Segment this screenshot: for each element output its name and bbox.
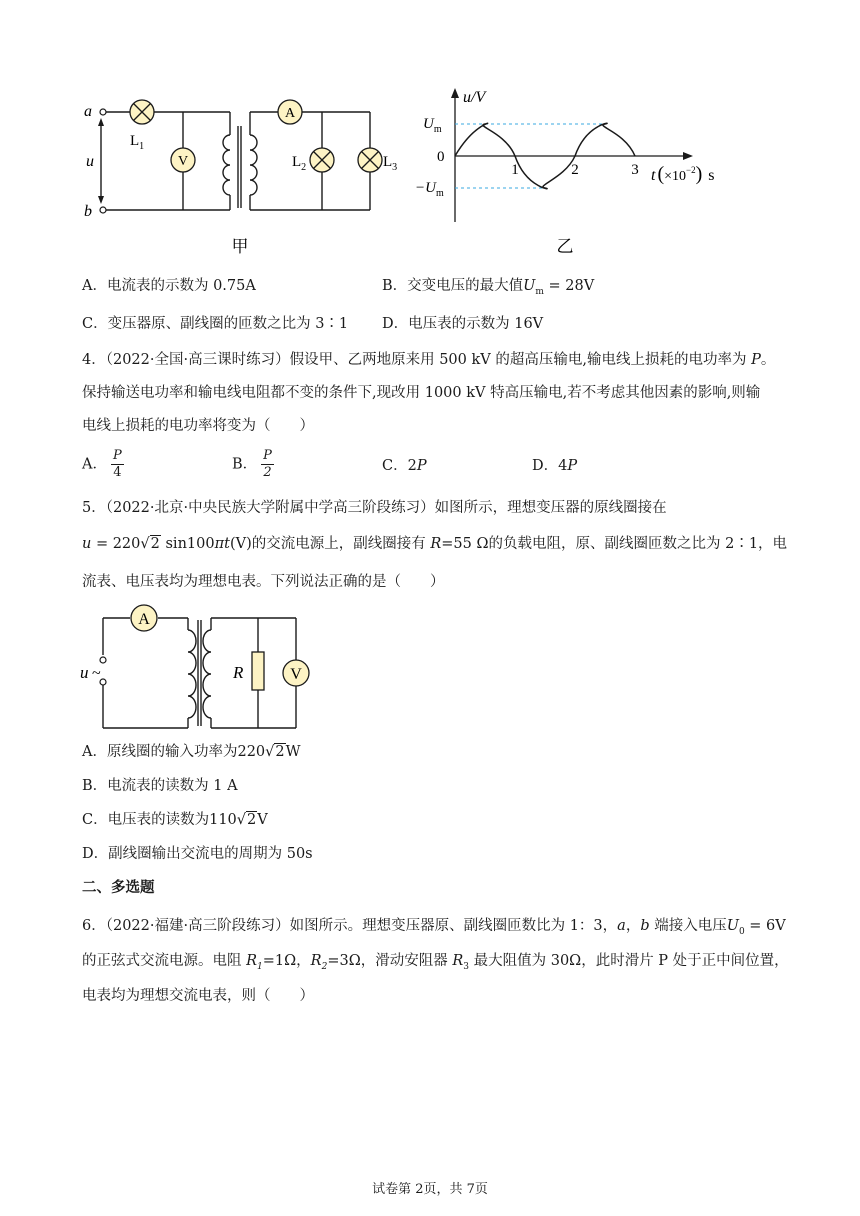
q6-line-2: 的正弦式交流电源。电阻 $R_1=1\Omega$，$R_2=3\Omega$，滑动安阻器 $R_3$ 最大阻值为 30Ω，此时滑片 P 处于正中间位置， [82, 953, 789, 972]
um-label: U [423, 116, 434, 132]
q6-line-3: 电表均为理想交流电表，则（ ） [82, 988, 314, 1004]
q5-line-2: u = 220√2 sin100πt(V)的交流电源上，副线圈接有 R=55 Ω的负载电阻，原、副线圈匝数之比为 2∶1，电 [82, 536, 788, 552]
um-sub: m [433, 124, 442, 135]
svg-text:L1 [130, 133, 144, 152]
section-title-multi-choice: 二、多选题 [82, 879, 155, 896]
svg-text:L3 [383, 154, 397, 173]
q4-option-a: A． $\frac{P}{4}$ [82, 448, 122, 480]
t-unit-exp: −2 [686, 165, 696, 175]
tick-3: 3 [631, 162, 639, 178]
neg-um-label: −U [415, 180, 436, 196]
q3-option-b: B．交变电压的最大值$U_m = 28V$ [382, 278, 595, 297]
q6-line-1: 6．（2022·福建·高三阶段练习）如图所示。理想变压器原、副线圈匝数比为 1：3，a，b 端接入电压$U_0 = 6V$ [82, 918, 786, 937]
q3-option-d: D．电压表的示数为 16V [382, 316, 544, 332]
circuit-figure-jia [80, 90, 410, 260]
page-footer: 试卷第 2页，共 7页 [372, 1182, 488, 1197]
q5-option-b: B．电流表的读数为 1 A [82, 778, 238, 794]
lamp-l1-label: L [130, 133, 140, 149]
q5-voltmeter-label: V [290, 666, 302, 683]
q5-tilde-label: ~ [92, 665, 101, 682]
lamp-l3-label: L [383, 154, 393, 170]
circuit-figure-q5 [78, 600, 338, 735]
terminal-b-label: b [84, 203, 92, 220]
q4-line-1: 4．（2022·全国·高三课时练习）假设甲、乙两地原来用 500 kV 的超高压输电,输电线上损耗的电功率为 P。 [82, 352, 776, 368]
q4-option-b: B． $\frac{P}{2}$ [232, 448, 272, 480]
tick-2: 2 [571, 162, 579, 178]
q5-option-d: D．副线圈输出交流电的周期为 50s [82, 846, 313, 862]
svg-text:Um [423, 116, 442, 135]
q5-line-3: 流表、电压表均为理想电表。下列说法正确的是（ ） [82, 574, 445, 590]
origin-label: 0 [437, 149, 445, 165]
svg-text:−Um [415, 180, 444, 199]
voltage-u-label: u [86, 153, 94, 170]
q4-line-2: 保持输送电功率和输电线电阻都不变的条件下,现改用 1000 kV 特高压输电,若不考虑其他因素的影响,则输 [82, 385, 761, 401]
q4-option-c: C．2P [382, 458, 427, 474]
q5-source-label: u [80, 663, 89, 682]
terminal-a-label: a [84, 103, 92, 120]
caption-yi: 乙 [556, 237, 574, 256]
wave-figure-yi [415, 82, 755, 262]
lamp-l1-sub: 1 [139, 141, 145, 152]
t-label: t [651, 167, 656, 184]
lamp-l3-sub: 3 [392, 162, 398, 173]
q5-option-c: C．电压表的读数为110√2V [82, 812, 268, 828]
tick-1: 1 [511, 162, 519, 178]
y-axis-label: u/V [463, 89, 486, 106]
lamp-l2-sub: 2 [301, 162, 307, 173]
q5-resistor-label: R [233, 663, 244, 682]
q4-option-d: D．4P [532, 458, 578, 474]
voltmeter-label: V [177, 154, 189, 169]
neg-um-sub: m [435, 188, 444, 199]
t-unit-suffix: s [708, 167, 715, 184]
svg-text:L2 [292, 154, 306, 173]
q5-ammeter-label: A [138, 611, 150, 628]
t-unit-prefix: ×10 [664, 169, 687, 184]
caption-jia: 甲 [231, 237, 249, 256]
q3-option-a: A．电流表的示数为 0.75A [82, 278, 256, 294]
q5-line-1: 5．（2022·北京·中央民族大学附属中学高三阶段练习）如图所示，理想变压器的原线圈接在 [82, 500, 667, 516]
q5-option-a: A．原线圈的输入功率为220√2W [82, 744, 301, 760]
ammeter-label: A [284, 106, 296, 121]
svg-text:t(×10−2)s: t $(\times 10^{-2})$ s [651, 163, 715, 185]
q4-line-3: 电线上损耗的电功率将变为（ ） [82, 418, 314, 434]
lamp-l2-label: L [292, 154, 302, 170]
svg-text:u/V [463, 89, 487, 106]
q3-option-c: C．变压器原、副线圈的匝数之比为 3∶1 [82, 316, 349, 332]
